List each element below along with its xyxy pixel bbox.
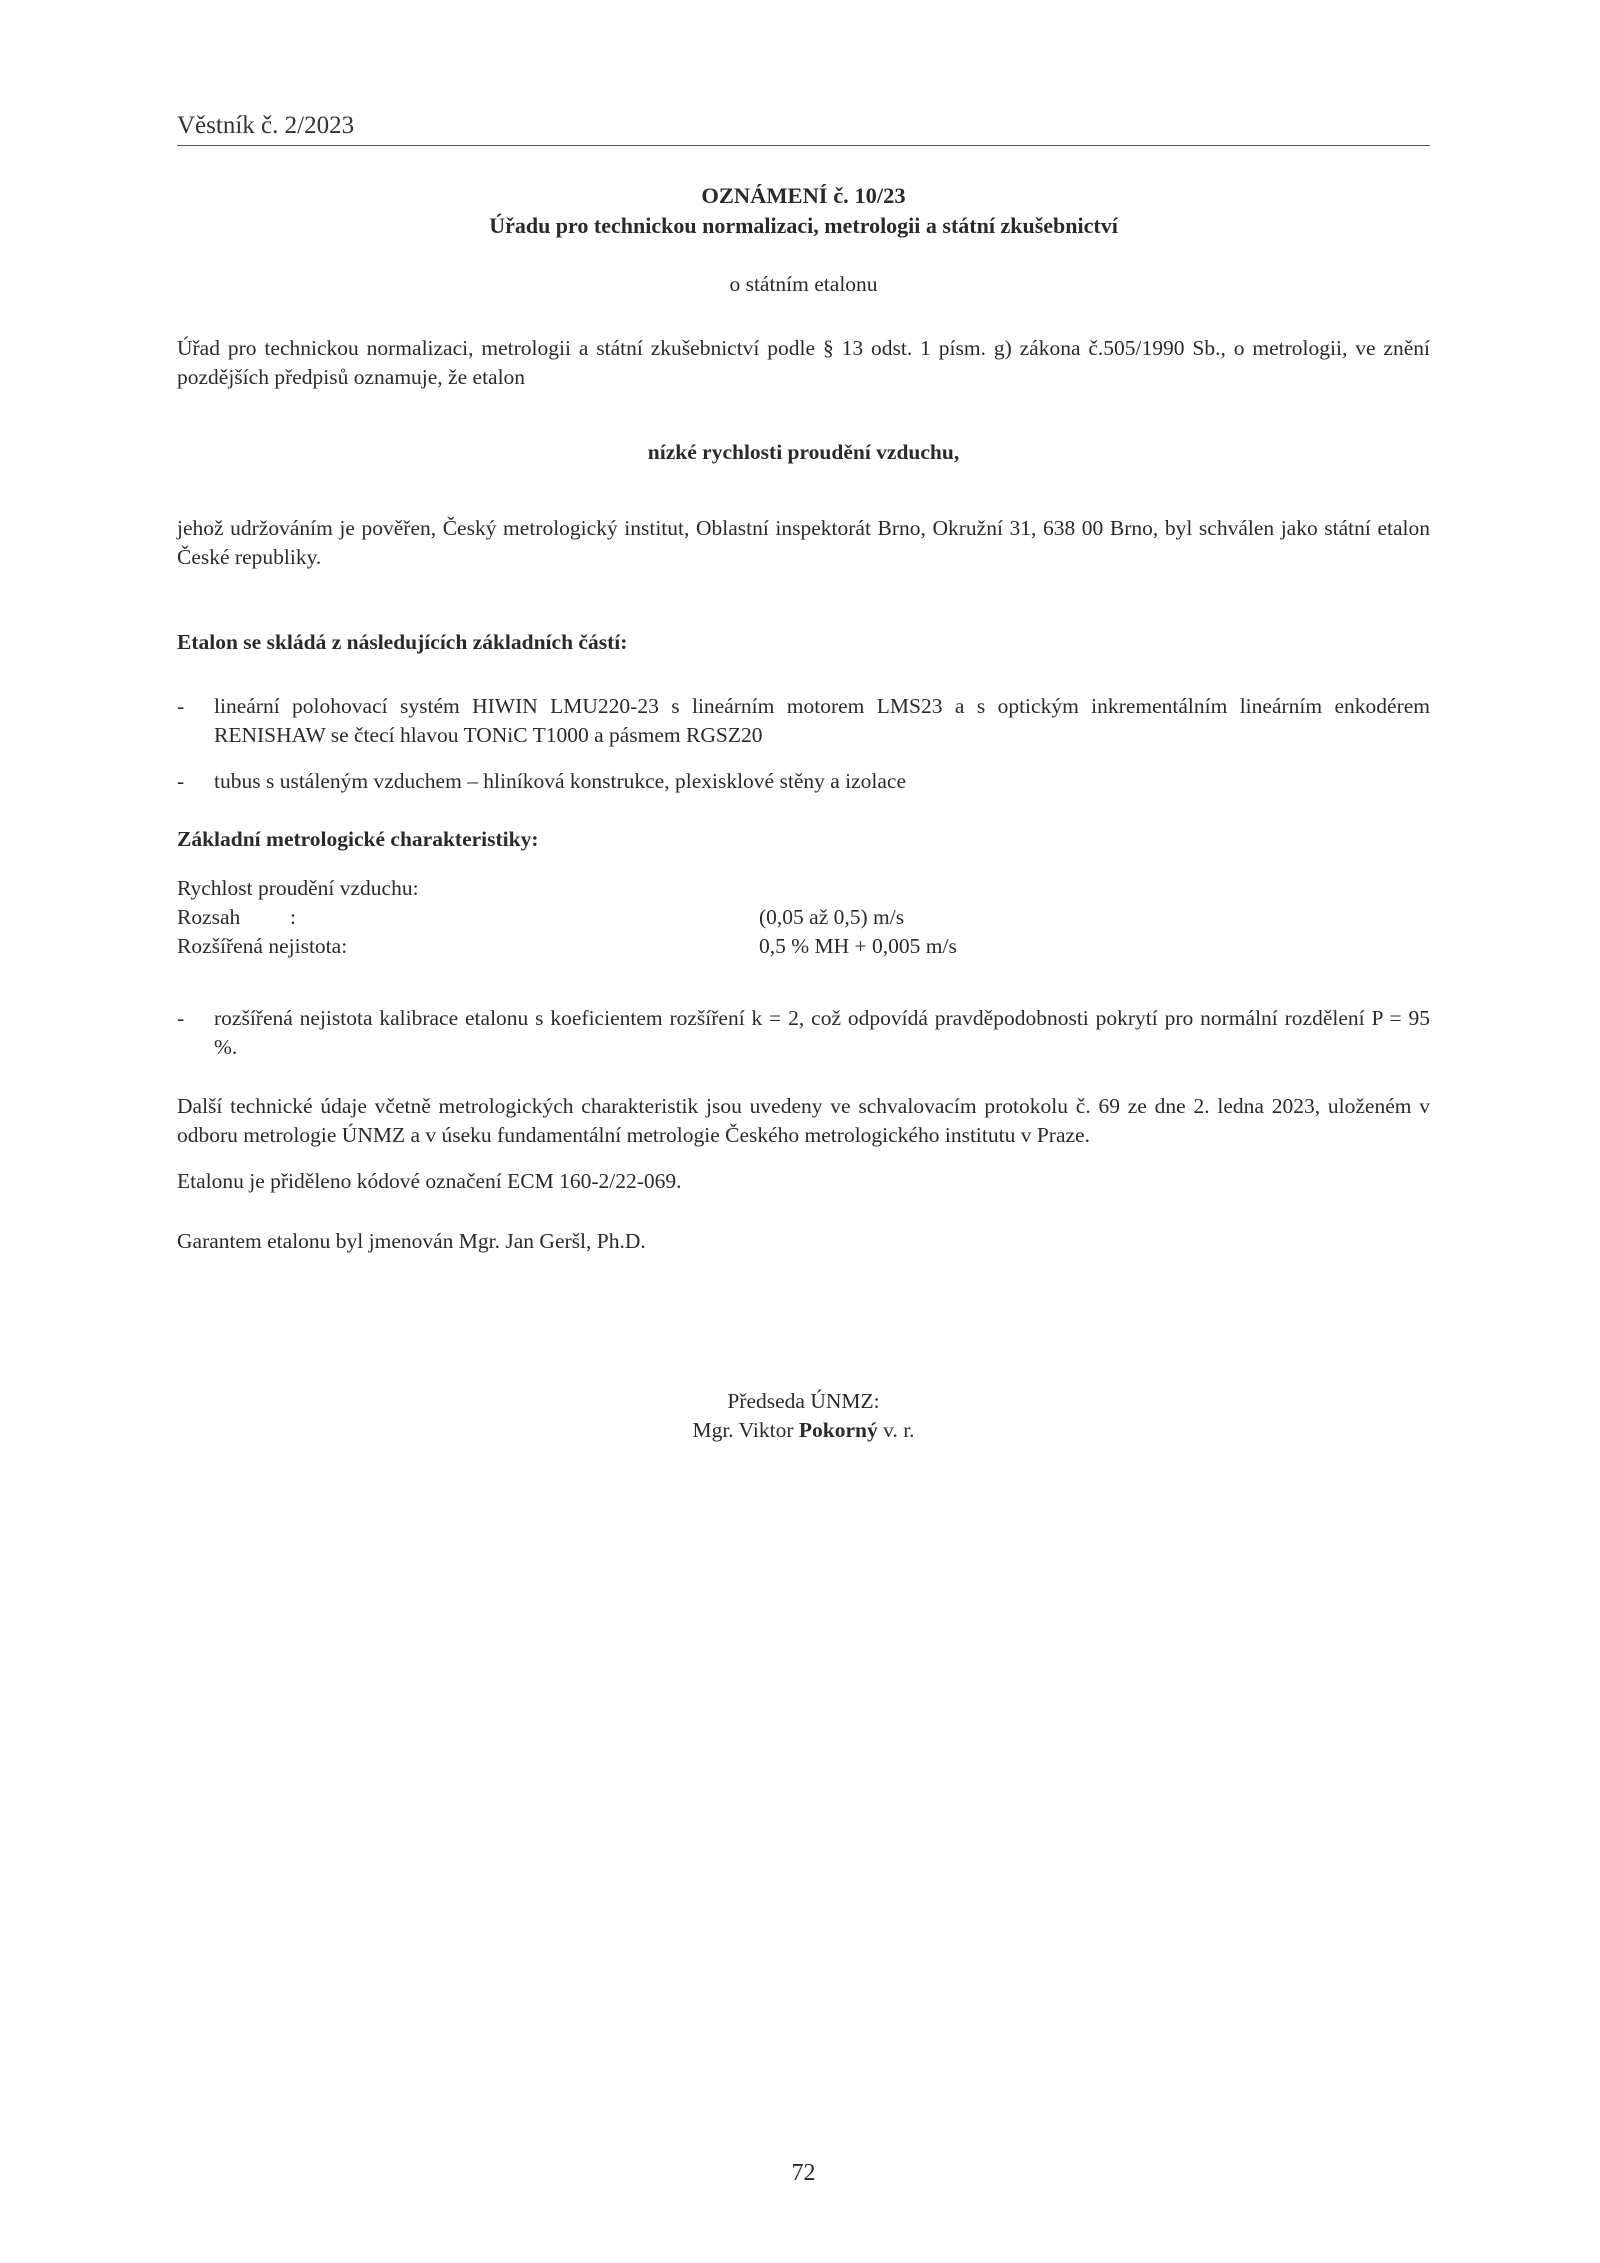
page-number: 72	[791, 2160, 816, 2186]
list-item	[177, 767, 1430, 796]
journal-header: Věstník č. 2/2023	[177, 112, 355, 139]
list-item-text: tubus s ustáleným vzduchem – hliníková konstrukce, plexisklové stěny a izolace	[214, 769, 907, 793]
header-rule	[177, 145, 1430, 146]
list-dash: -	[177, 769, 185, 793]
further-info-paragraph: Další technické údaje včetně metrologických charakteristik jsou uvedeny ve schvalovacím protokolu č. 69 ze dne 2. ledna 2023, uloženém v odboru metrologie ÚNMZ a v úseku fundamentální metrologie Českého metrologického institutu v Praze.	[177, 1094, 1430, 1147]
uncertainty-note	[177, 1004, 1430, 1062]
list-dash: -	[177, 694, 185, 718]
etalon-name: nízké rychlosti proudění vzduchu,	[647, 440, 960, 464]
code-designation: Etalonu je přiděleno kódové označení ECM 160-2/22-069.	[177, 1169, 682, 1193]
signature-name	[177, 1416, 1430, 1445]
guarantor-text: Garantem etalonu byl jmenován Mgr. Jan Geršl, Ph.D.	[177, 1229, 646, 1253]
characteristics-heading: Základní metrologické charakteristiky:	[177, 827, 539, 851]
authority-name: Úřadu pro technickou normalizaci, metrologii a státní zkušebnictví	[489, 213, 1118, 238]
note-text: rozšířená nejistota kalibrace etalonu s koeficientem rozšíření k = 2, což odpovídá pravděpodobnosti pokrytí pro normální rozdělení P = 95 %.	[214, 1006, 1430, 1059]
quantity-label: Rychlost proudění vzduchu:	[177, 876, 419, 900]
list-item-text: lineární polohovací systém HIWIN LMU220-23 s lineárním motorem LMS23 a s optickým inkrementálním lineárním enkodérem RENISHAW se čtecí hlavou TONiC T1000 a pásmem RGSZ20	[214, 694, 1430, 747]
range-value: (0,05 až 0,5) m/s	[759, 905, 905, 929]
approval-paragraph: jehož udržováním je pověřen, Český metrologický institut, Oblastní inspektorát Brno, Okružní 31, 638 00 Brno, byl schválen jako státní etalon České republiky.	[177, 516, 1430, 569]
intro-paragraph: Úřad pro technickou normalizaci, metrologii a státní zkušebnictví podle § 13 odst. 1 písm. g) zákona č.505/1990 Sb., o metrologii, ve znění pozdějších předpisů oznamuje, že etalon	[177, 336, 1430, 389]
uncertainty-value: 0,5 % MH + 0,005 m/s	[759, 934, 957, 958]
notice-subtitle: o státním etalonu	[729, 272, 878, 296]
signature-name-prefix: Mgr. Viktor	[692, 1418, 799, 1442]
range-label: Rozsah	[177, 905, 241, 929]
document-page	[177, 0, 1430, 2263]
parts-heading: Etalon se skládá z následujících základních částí:	[177, 630, 628, 654]
signature-surname: Pokorný	[798, 1418, 878, 1442]
uncertainty-label: Rozšířená nejistota:	[177, 934, 348, 958]
signature-suffix: v. r.	[877, 1418, 915, 1442]
signature-role: Předseda ÚNMZ:	[727, 1389, 880, 1413]
range-colon: :	[290, 905, 296, 929]
notice-title: OZNÁMENÍ č. 10/23	[701, 183, 906, 208]
list-dash: -	[177, 1006, 185, 1030]
list-item	[177, 692, 1430, 750]
